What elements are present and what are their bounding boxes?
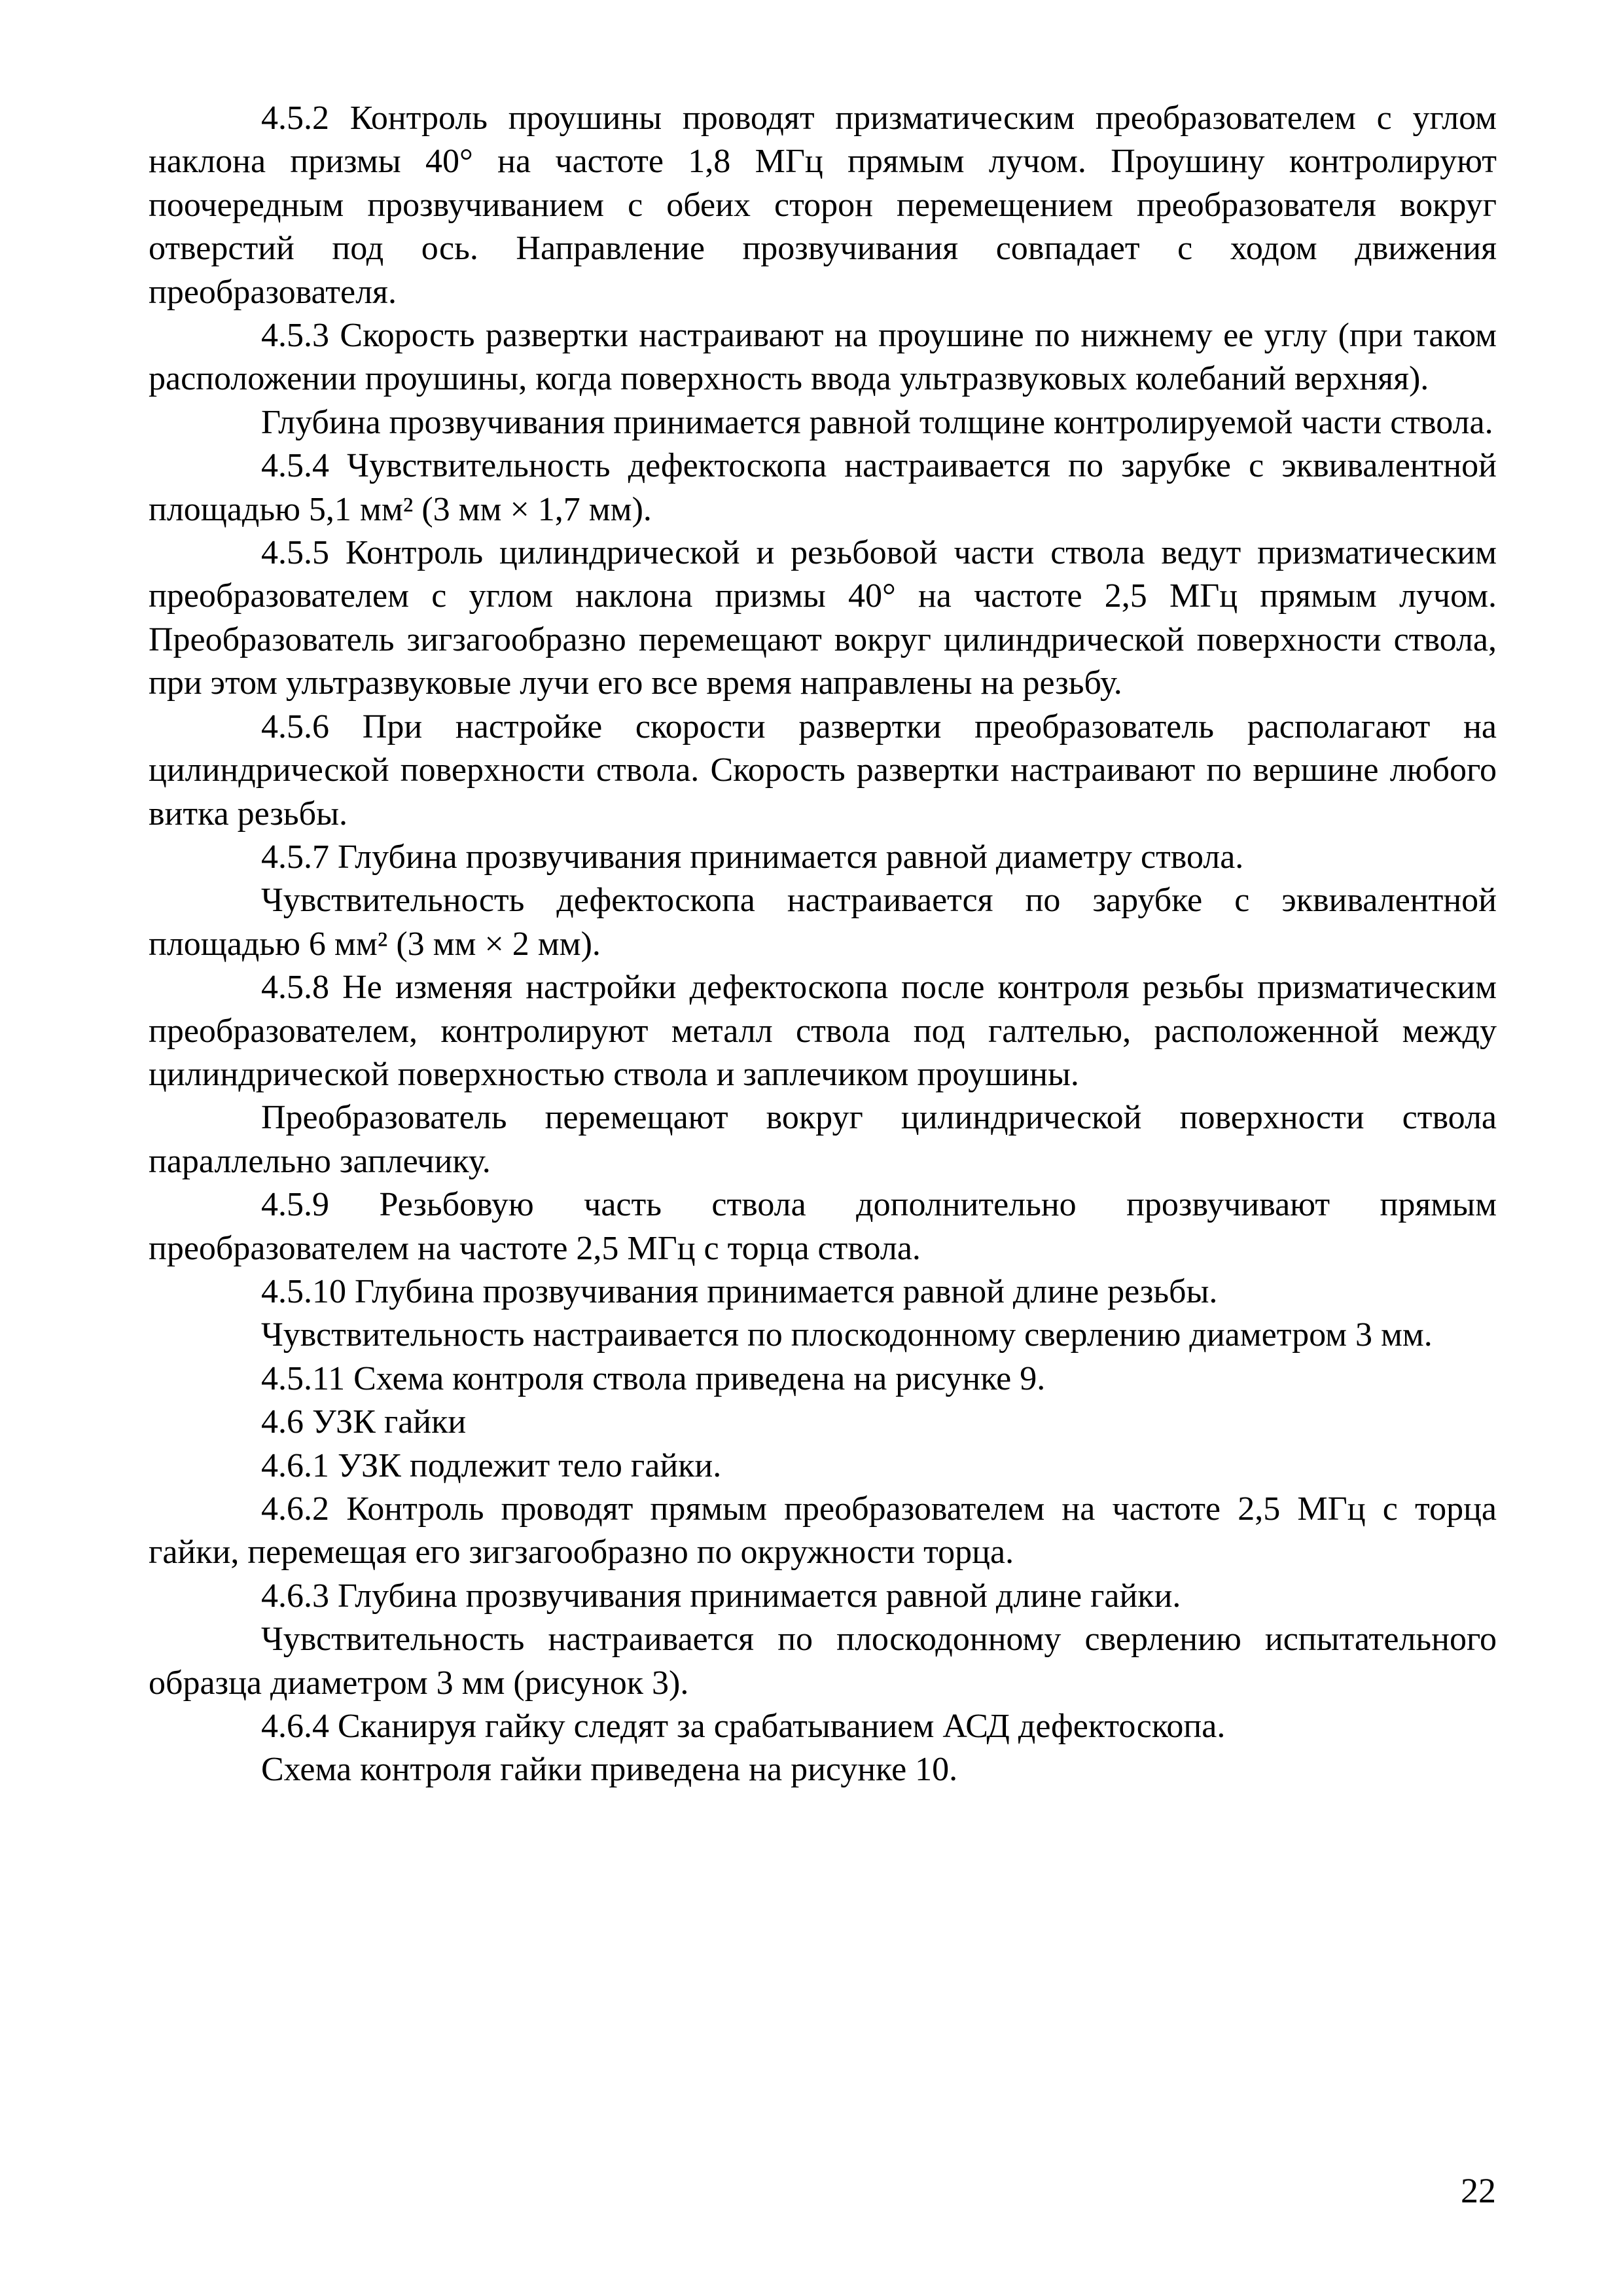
paragraph-4-5-6: 4.5.6 При настройке скорости развертки преобразователь располагают на цилиндрической поверхности ствола. Скорость развертки настраивают по вершине любого витка резьбы. xyxy=(149,708,1505,833)
paragraph-4-5-2: 4.5.2 Контроль проушины проводят призматическим преобразователем с углом наклона призмы 40° на частоте 1,8 МГц прямым лучом. Проушину контролируют поочередным прозвучиванием с обеих сторон перемещением преобразователя вокруг отверстий под ось. Направление прозвучивания совпадает с ходом движения преобразователя. xyxy=(149,99,1505,311)
document-body xyxy=(149,97,1505,1792)
paragraph-transducer-movement: Преобразователь перемещают вокруг цилиндрической поверхности ствола параллельно заплечику. xyxy=(149,1099,1505,1180)
paragraph-4-5-10: 4.5.10 Глубина прозвучивания принимается равной длине резьбы. xyxy=(261,1272,1218,1310)
section-heading-4-6: 4.6 УЗК гайки xyxy=(261,1403,467,1441)
paragraph-sensitivity-sample: Чувствительность настраивается по плоскодонному сверлению испытательного образца диаметром 3 мм (рисунок 3). xyxy=(149,1621,1505,1702)
paragraph-4-6-3: 4.6.3 Глубина прозвучивания принимается равной длине гайки. xyxy=(261,1577,1181,1615)
paragraph-4-6-4: 4.6.4 Сканируя гайку следят за срабатыванием АСД дефектоскопа. xyxy=(261,1708,1226,1746)
paragraph-4-6-2: 4.6.2 Контроль проводят прямым преобразователем на частоте 2,5 МГц с торца гайки, перемещая его зигзагообразно по окружности торца. xyxy=(149,1490,1505,1571)
paragraph-4-5-11: 4.5.11 Схема контроля ствола приведена на рисунке 9. xyxy=(261,1359,1046,1397)
paragraph-4-6-1: 4.6.1 УЗК подлежит тело гайки. xyxy=(261,1446,722,1484)
paragraph-sensitivity-notch: Чувствительность дефектоскопа настраивается по зарубке с эквивалентной площадью 6 мм² (3 мм × 2 мм). xyxy=(149,882,1505,963)
paragraph-4-5-4: 4.5.4 Чувствительность дефектоскопа настраивается по зарубке с эквивалентной площадью 5,1 мм² (3 мм × 1,7 мм). xyxy=(149,447,1505,528)
paragraph-4-5-5: 4.5.5 Контроль цилиндрической и резьбовой части ствола ведут призматическим преобразователем с углом наклона призмы 40° на частоте 2,5 МГц прямым лучом. Преобразователь зигзагообразно перемещают вокруг цилиндрической поверхности ствола, при этом ультразвуковые лучи его все время направлены на резьбу. xyxy=(149,534,1505,702)
paragraph-4-5-3: 4.5.3 Скорость развертки настраивают на проушине по нижнему ее углу (при таком расположении проушины, когда поверхность ввода ультразвуковых колебаний верхняя). xyxy=(149,317,1505,398)
paragraph-figure-10-reference: Схема контроля гайки приведена на рисунке 10. xyxy=(261,1751,958,1789)
paragraph-scan-depth-thickness: Глубина прозвучивания принимается равной толщине контролируемой части ствола. xyxy=(261,403,1493,441)
page-number: 22 xyxy=(1461,2171,1496,2210)
paragraph-4-5-7: 4.5.7 Глубина прозвучивания принимается равной диаметру ствола. xyxy=(261,838,1244,876)
paragraph-sensitivity-drill: Чувствительность настраивается по плоскодонному сверлению диаметром 3 мм. xyxy=(261,1316,1433,1354)
paragraph-4-5-8: 4.5.8 Не изменяя настройки дефектоскопа после контроля резьбы призматическим преобразователем, контролируют металл ствола под галтелью, расположенной между цилиндрической поверхностью ствола и заплечиком проушины. xyxy=(149,969,1505,1093)
paragraph-4-5-9: 4.5.9 Резьбовую часть ствола дополнительно прозвучивают прямым преобразователем на частоте 2,5 МГц с торца ствола. xyxy=(149,1186,1505,1267)
